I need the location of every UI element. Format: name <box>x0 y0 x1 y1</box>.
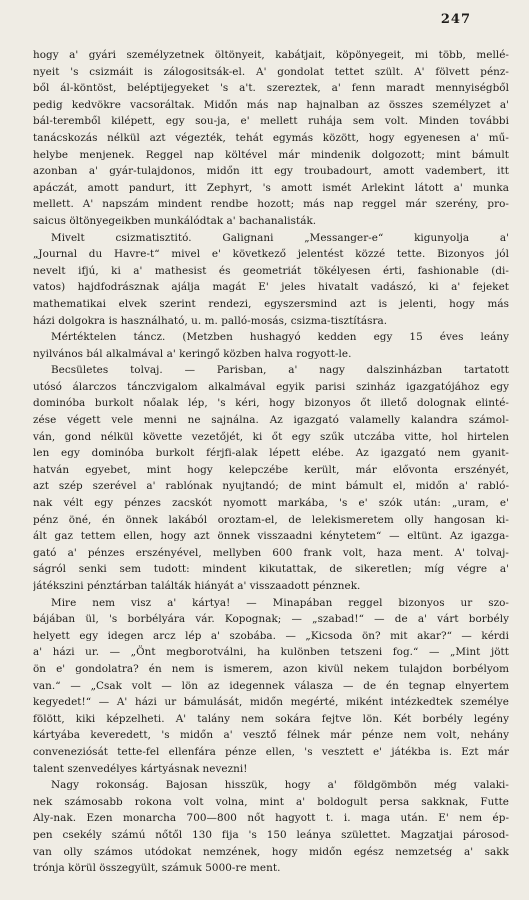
text-line: pedig kedvökre vacsoráltak. Midőn más nap hajnalban az összes személyzet a' <box>33 98 509 111</box>
text-line: van.“ — „Csak volt — lön az idegennek válasza — de én tegnap elnyertem <box>33 679 509 692</box>
text-line: nyilvános bál alkalmával a' keringő közben halva rogyott-le. <box>33 347 352 360</box>
text-line: helyett egy idegen arcz lép a' szobába. — „Kicsoda ön? mit akar?“ — kérdi <box>33 629 509 642</box>
text-line: mathematikai elvek szerint rendezi, egyszersmind azt is jelenti, hogy más <box>33 297 509 310</box>
text-line: trónja körül összegyült, számuk 5000-re ment. <box>33 862 281 875</box>
text-line: nek számosabb rokona volt volna, mint a' boldogult persa sakknak, Futte <box>33 795 509 808</box>
text-line: saicus öltönyegeikben munkálódtak a' bachanalisták. <box>33 214 317 227</box>
text-line: ből ál-köntöst, beléptijegyeket 's a't. szereztek, a' fenn maradt mennyiségből <box>33 82 509 95</box>
text-line: pen csekély számú nőtől 130 fija 's 150 leánya születtet. Magzatjai párosod- <box>33 828 509 841</box>
text-line: gató a' pénzes erszényével, mellyben 600 frank volt, haza ment. A' tolvaj- <box>33 546 509 559</box>
text-line: hogy a' gyári személyzetnek öltönyeit, kabátjait, köpönyegeit, mi több, mellé- <box>33 49 509 61</box>
text-line: ván, gond nélkül követte vezetőjét, ki őt egy szűk utczába vitte, hol hirtelen <box>33 430 509 443</box>
text-line: utósó álarczos tánczvigalom alkalmával egyik parisi szinház igazgatójához egy <box>33 380 509 393</box>
text-line: conveneziósát tette-fel ellenfára pénze ellen, 's vesztett e' játékba is. Ezt már <box>33 745 509 758</box>
text-line: vatos) hajdfodrásznak ajálja magát E' jeles hivatalt vadászó, ki a' fejeket <box>33 281 509 294</box>
text-line: fölött, kiki képzelheti. A' talány nem sokára fejtve lön. Két borbély legény <box>33 712 509 725</box>
text-line: házi dolgokra is használható, u. m. palló-mosás, csizma-tisztításra. <box>33 314 388 327</box>
text-line: „Journal du Havre-t“ mivel e' következő jelentést közzé tette. Bizonyos jól <box>33 248 509 261</box>
text-line: ságról senki sem tudott: mindent kikutattak, de sikeretlen; míg végre a' <box>33 563 509 576</box>
text-line: nevelt ifjú, ki a' mathesist és geometriát tökélyesen érti, fashionable (di- <box>33 264 509 277</box>
page-number: 247 <box>440 12 471 27</box>
text-line: talent szenvedélyes kártyásnak nevezni! <box>33 762 248 775</box>
text-line: dominóba burkolt nőalak lép, 's kéri, hogy bizonyos őt illető dolognak elinté- <box>33 397 509 410</box>
text-line: ön e' gondolatra? én nem is ismerem, azon kivül nekem tulajdon borbélyom <box>33 662 509 675</box>
text-line: pénz öné, én önnek lakából oroztam-el, de lelekismeretem olly hangosan ki- <box>33 513 509 526</box>
text-line: Nagy rokonság. Bajosan hisszük, hogy a' földgömbön még valaki- <box>51 779 509 792</box>
text-line: azt szép szerével a' rablónak nyujtandó; de mint bámult el, midőn a' rabló- <box>33 480 509 493</box>
body-text <box>33 47 509 877</box>
text-line: helybe menjenek. Reggel nap költével már mindenik dolgozott; mint bámult <box>33 148 509 161</box>
text-line: kegyedet!“ — A' házi ur bámulását, midőn megérté, miként intézkedtek személye <box>33 696 509 709</box>
text-line: Becsületes tolvaj. — Parisban, a' nagy dalszinházban tartatott <box>51 364 509 377</box>
text-line: Mire nem visz a' kártya! — Minapában reggel bizonyos ur szo- <box>51 596 509 609</box>
text-line: van olly számos utódokat nemzének, hogy midőn egész nemzetség a' sakk <box>33 845 509 858</box>
text-line: len egy dominóba burkolt férjfi-alak lépett elébe. Az igazgató nem gyanit- <box>33 447 509 460</box>
text-line: játékszini pénztárban találták hiányát a' visszaadott pénznek. <box>33 580 361 592</box>
text-line: hatván egyebet, mint hogy kelepczébe került, már elővonta erszényét, <box>33 463 509 476</box>
text-line: apáczát, amott pandurt, itt Zephyrt, 's amott ismét Arlekint látott a' munka <box>33 181 509 194</box>
text-line: azonban a' gyár-tulajdonos, midőn itt egy troubadourt, amott vadembert, itt <box>33 165 509 178</box>
text-line: a' házi ur. — „Önt megborotválni, ha kulönben tetszeni fog.“ — „Mint jött <box>33 646 509 659</box>
text-line: Aly-nak. Ezen monarcha 700—800 nőt hagyott t. i. maga után. E' nem ép- <box>33 812 509 825</box>
text-line: nak vélt egy pénzes zacskót nyomott markába, 's e' szók után: „uram, e' <box>33 497 509 510</box>
text-line: Mértéktelen táncz. (Metzben hushagyó kedden egy 15 éves leány <box>51 331 509 344</box>
text-line: zése végett vele menni ne sajnálna. Az igazgató valamelly kalandra számol- <box>33 414 509 427</box>
text-line: tanácskozás nélkül azt végezték, tehát egymás között, hogy egyenesen a' mű- <box>33 131 509 144</box>
text-line: ált gaz tettem ellen, hogy azt önnek visszaadni kénytetem“ — eltünt. Az igazga- <box>33 530 509 543</box>
text-line: bál-teremből kilépett, egy sou-ja, e' mellett ruhája sem volt. Minden további <box>33 115 509 128</box>
text-line: mellett. A' napszám mindent rendbe hozott; más nap reggel már szerény, pro- <box>33 198 509 211</box>
text-line: bájában ül, 's borbélyára vár. Kopognak; — „szabad!“ — de a' várt borbély <box>33 613 509 626</box>
text-line: Mivelt csizmatisztitó. Galignani „Messanger-e“ kigunyolja a' <box>51 231 509 244</box>
text-line: nyeit 's csizmáit is zálogositsák-el. A' gondolat tettet szült. A' fölvett pénz- <box>33 65 509 78</box>
text-line: kártyába keveredett, 's midőn a' vesztő félnek már pénze nem volt, nehány <box>33 729 509 742</box>
